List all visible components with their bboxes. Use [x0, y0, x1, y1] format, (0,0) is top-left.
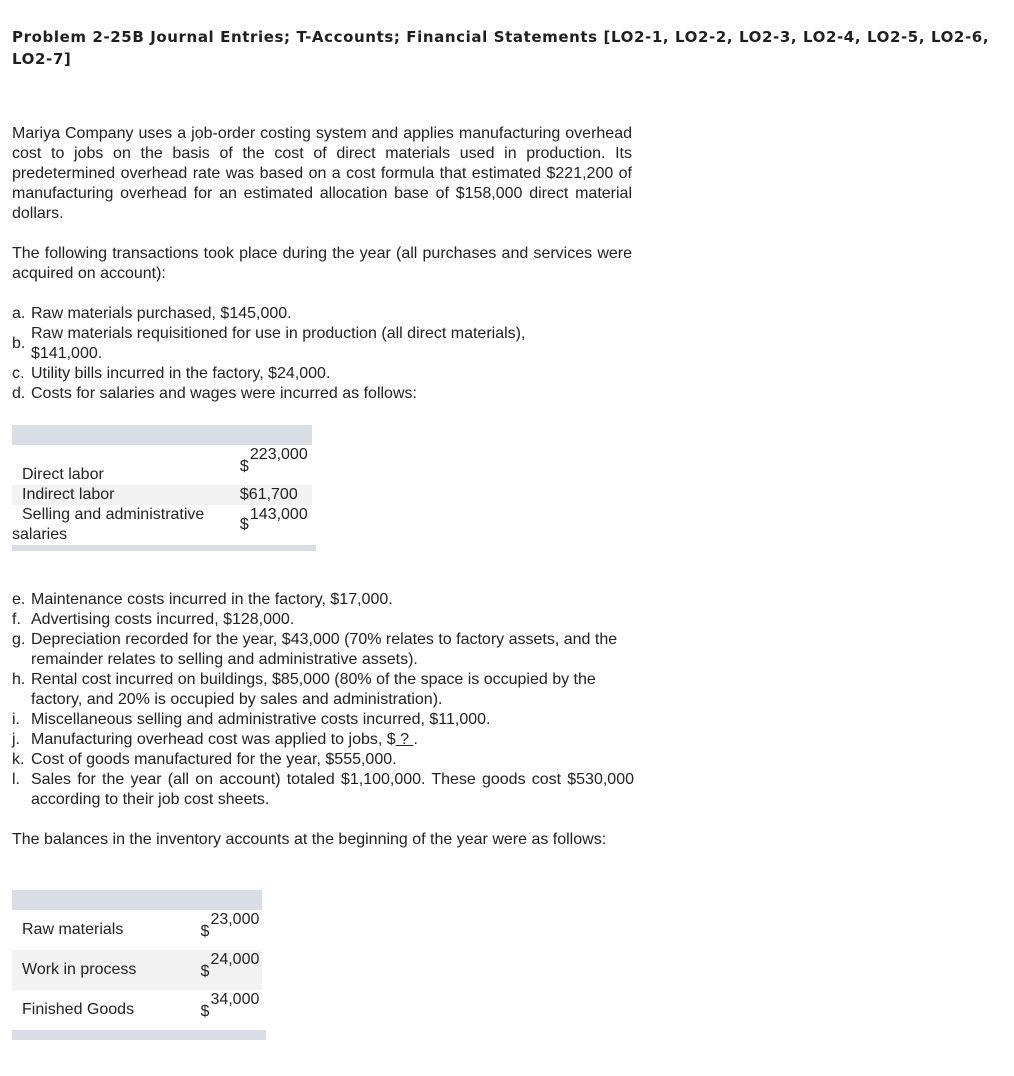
intro-paragraph: Mariya Company uses a job-order costing system and applies manufacturing overhead cost to jobs on the basis of the cost of direct materials used in production. Its predetermined overhead rate was based on a cost formula that estimated $221,200 of manufacturing overhead for an estimated allocation base of $158,000 direct material dollars.	[12, 125, 632, 222]
row-value: $61,700	[239, 486, 298, 503]
transaction-item	[12, 750, 634, 770]
item-text: Sales for the year (all on account) totaled $1,100,000. These goods cost $530,000 according to their job cost sheets.	[31, 771, 634, 808]
table-row	[12, 505, 316, 545]
table-header-bar	[12, 425, 312, 445]
item-marker: i.	[12, 711, 20, 728]
item-text: Rental cost incurred on buildings, $85,000 (80% of the space is occupied by the factory, and 20% is occupied by sales and administration).	[31, 671, 596, 708]
item-marker: c.	[12, 365, 25, 382]
row-label: Finished Goods	[22, 1001, 135, 1018]
table-row	[12, 950, 266, 990]
item-text: Miscellaneous selling and administrative costs incurred, $11,000.	[31, 711, 491, 728]
item-text: Maintenance costs incurred in the factory, $17,000.	[31, 591, 393, 608]
item-text: Manufacturing overhead cost was applied to jobs, $	[31, 731, 396, 748]
table-footer-bar	[12, 545, 316, 551]
item-text: Depreciation recorded for the year, $43,000 (70% relates to factory assets, and the remainder relates to selling and administrative assets).	[31, 631, 618, 668]
table-footer-bar	[12, 1030, 266, 1040]
item-marker: j.	[12, 731, 20, 748]
row-label: Selling and administrative salaries	[12, 506, 205, 543]
table-row	[12, 485, 316, 505]
transaction-item	[12, 710, 634, 730]
transaction-item	[12, 304, 637, 324]
transaction-item	[12, 670, 634, 710]
inventory-intro: The balances in the inventory accounts at the beginning of the year were as follows:	[12, 831, 607, 848]
transaction-item	[12, 364, 637, 384]
dollar-sign: $	[239, 458, 249, 475]
dollar-sign: $	[200, 923, 210, 940]
item-marker: d.	[12, 385, 26, 402]
inventory-table	[12, 890, 266, 1040]
item-text: Advertising costs incurred, $128,000.	[31, 611, 295, 628]
transaction-item	[12, 630, 634, 670]
salaries-table	[12, 425, 316, 551]
row-label: Indirect labor	[22, 486, 115, 503]
row-value: 143,000	[249, 506, 308, 523]
dollar-sign: $	[200, 963, 210, 980]
item-marker: a.	[12, 305, 26, 322]
transaction-item	[12, 610, 634, 630]
dollar-sign: $	[200, 1003, 210, 1020]
transactions-intro: The following transactions took place during the year (all purchases and services were acquired on account):	[12, 245, 632, 282]
transaction-item	[12, 384, 637, 404]
table-row	[12, 445, 316, 485]
item-marker: f.	[12, 611, 21, 628]
row-value: 24,000	[210, 951, 260, 968]
row-label: Raw materials	[22, 921, 124, 938]
row-label: Direct labor	[22, 466, 104, 483]
item-suffix: .	[413, 731, 418, 748]
item-text: Raw materials purchased, $145,000.	[31, 305, 292, 322]
item-marker: e.	[12, 591, 26, 608]
item-marker: l.	[12, 771, 20, 788]
item-marker: b.	[12, 335, 26, 352]
transactions-list-e-l	[12, 590, 634, 810]
transaction-item	[12, 770, 634, 810]
row-value: 23,000	[210, 911, 260, 928]
row-value: 223,000	[249, 446, 308, 463]
transactions-list-a-d	[12, 304, 637, 404]
table-row	[12, 910, 266, 950]
transaction-item	[12, 590, 634, 610]
item-text: Costs for salaries and wages were incurred as follows:	[31, 385, 417, 402]
transaction-item	[12, 730, 634, 750]
answer-blank: ?	[395, 731, 414, 748]
item-marker: h.	[12, 671, 26, 688]
table-header-bar	[12, 890, 262, 910]
item-marker: k.	[12, 751, 25, 768]
transaction-item	[12, 324, 601, 364]
problem-title: Problem 2-25B Journal Entries; T-Accounts; Financial Statements [LO2-1, LO2-2, LO2-3, LO2-4, LO2-5, LO2-6, LO2-7]	[12, 28, 990, 68]
dollar-sign: $	[239, 516, 249, 533]
row-label: Work in process	[22, 961, 137, 978]
row-value: 34,000	[210, 991, 260, 1008]
item-text: Raw materials requisitioned for use in production (all direct materials), $141,000.	[31, 325, 526, 362]
item-text: Utility bills incurred in the factory, $24,000.	[31, 365, 331, 382]
item-text: Cost of goods manufactured for the year, $555,000.	[31, 751, 397, 768]
item-marker: g.	[12, 631, 26, 648]
table-row	[12, 990, 266, 1030]
